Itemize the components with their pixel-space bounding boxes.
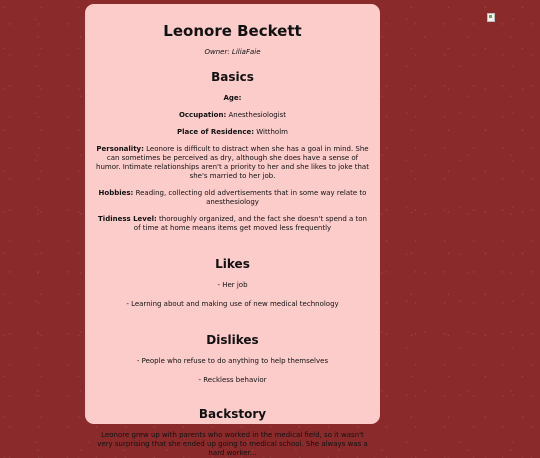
field-tidiness-label: Tidiness Level: bbox=[98, 215, 157, 223]
field-occupation-label: Occupation: bbox=[178, 111, 227, 119]
profile-card bbox=[85, 4, 380, 457]
backstory-text: Leonore grew up with parents who worked in the medical field, so it wasn't very surprising that she ended up going to medical school. She always was a hard worker... bbox=[97, 431, 368, 457]
field-tidiness-value: thoroughly organized, and the fact she doesn't spend a ton of time at home means items get moved less frequently bbox=[133, 215, 367, 232]
field-age-label: Age: bbox=[223, 94, 242, 102]
section-title-likes: Likes bbox=[215, 257, 250, 271]
list-item: - Learning about and making use of new medical technology bbox=[126, 300, 339, 308]
character-name: Leonore Beckett bbox=[163, 22, 302, 40]
field-hobbies-label: Hobbies: bbox=[98, 189, 134, 197]
list-item: - People who refuse to do anything to help themselves bbox=[136, 357, 329, 365]
field-occupation bbox=[95, 111, 370, 120]
field-occupation-value: Anesthesiologist bbox=[226, 111, 287, 119]
list-item: - Reckless behavior bbox=[198, 376, 267, 384]
field-residence-label: Place of Residence: bbox=[177, 128, 255, 136]
owner-label: Owner: LiliaFaie bbox=[204, 48, 261, 56]
field-hobbies-value: Reading, collecting old advertisements that in some way relate to anesthesiology bbox=[133, 189, 367, 206]
field-age bbox=[95, 94, 370, 103]
field-residence bbox=[95, 128, 370, 137]
field-personality-value: Leonore is difficult to distract when she has a goal in mind. She can sometimes be perceived as dry, although she does have a sense of humor. Intimate relationships aren't a priority to her and she likes to joke that she's married to her job. bbox=[96, 145, 369, 180]
section-title-basics: Basics bbox=[211, 70, 254, 84]
field-hobbies bbox=[95, 189, 370, 207]
list-item: - Her job bbox=[217, 281, 248, 289]
field-tidiness bbox=[95, 215, 370, 233]
broken-image-icon bbox=[487, 13, 495, 22]
field-personality bbox=[95, 145, 370, 181]
field-personality-label: Personality: bbox=[96, 145, 144, 153]
section-title-dislikes: Dislikes bbox=[206, 333, 259, 347]
section-title-backstory: Backstory bbox=[198, 407, 267, 421]
field-residence-value: Wittholm bbox=[254, 128, 288, 136]
